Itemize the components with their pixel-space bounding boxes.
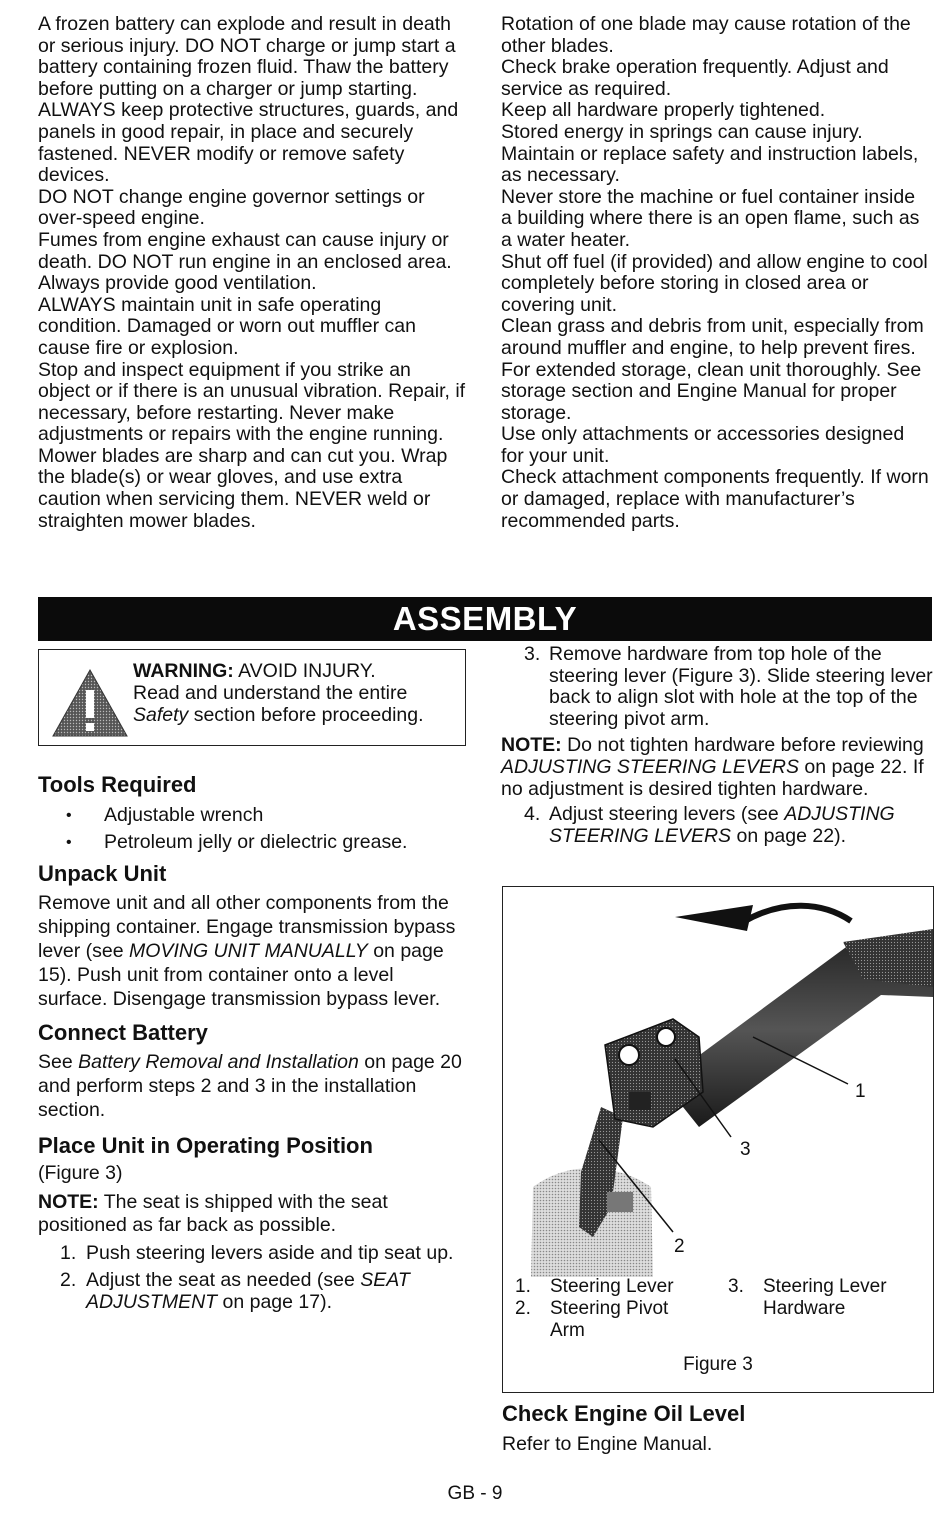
rotation-arrow-icon [743,906,851,922]
safety-paragraph: Clean grass and debris from unit, especially from around muffler and engine, to help prevent fires. [501,315,924,359]
step-number: 2. [60,1269,77,1292]
safety-paragraph: Stored energy in springs can cause injury. [501,120,863,143]
safety-paragraph: A frozen battery can explode and result in death or serious injury. DO NOT charge or jump start a battery containing frozen fluid. Thaw the battery before putting on a charger or jump starting. [38,13,456,100]
steering-note [501,735,933,800]
legend-item: Steering Lever [763,1276,887,1297]
step-reference: ADJUSTING STEERING LEVERS [549,803,895,847]
step-number: 3. [524,643,541,665]
callout-1: 1 [855,1081,866,1102]
battery-reference: Battery Removal and Installation [78,1051,359,1074]
tool-item: • Petroleum jelly or dielectric grease. [38,832,468,854]
safety-column-left [38,14,468,532]
warning-line: Read and understand the entire [133,682,408,704]
section-banner-assembly: ASSEMBLY [38,597,932,641]
safety-paragraph: Mower blades are sharp and can cut you. Wrap the blade(s) or wear gloves, and use extra caution when servicing them. NEVER weld or straighten mower blades. [38,444,448,532]
figure-reference: (Figure 3) [38,1162,123,1185]
heading-check-engine-oil: Check Engine Oil Level [502,1401,746,1426]
safety-paragraph: Check brake operation frequently. Adjust and service as required. [501,56,889,100]
warning-label: WARNING: [133,660,234,682]
legend-number: 2. [515,1298,531,1319]
safety-paragraph: DO NOT change engine governor settings or over-speed engine. [38,185,425,230]
safety-paragraph: Fumes from engine exhaust can cause injury or death. DO NOT run engine in an enclosed area. Always provide good ventilation. [38,228,452,295]
safety-paragraph: Check attachment components frequently. If worn or damaged, replace with manufacturer’s recommended parts. [501,466,929,532]
step-item [38,1270,468,1313]
unpack-text: on page 15). Push unit from container onto a level surface. Disengage transmission bypass lever. [38,940,444,1011]
step-text: Adjust the seat as needed (see [86,1269,361,1292]
unpack-paragraph [38,891,468,1011]
warning-box [38,649,466,746]
note-text: Do not tighten hardware before reviewing [561,734,924,757]
step-text: on page 17). [217,1290,333,1313]
note-text: on page 22. If no adjustment is desired tighten hardware. [501,755,924,800]
assembly-column-right [501,644,933,847]
page-number: GB - 9 [447,1483,503,1504]
oil-section [502,1401,932,1456]
step-number: 1. [60,1241,77,1264]
oil-text: Refer to Engine Manual. [502,1433,713,1455]
step-item [501,804,933,847]
step-item [38,1243,468,1265]
step-item [501,644,933,730]
safety-paragraph: Stop and inspect equipment if you strike an object or if there is an unusual vibration. Repair, if necessary, before restarting. Never make adjustments or repairs with the engine running. [38,358,466,446]
safety-paragraph: Rotation of one blade may cause rotation of the other blades. [501,13,911,57]
warning-emphasis: Safety [133,704,189,726]
safety-paragraph: Maintain or replace safety and instruction labels, as necessary. [501,142,919,187]
heading-tools-required: Tools Required [38,772,197,797]
note-reference: ADJUSTING STEERING LEVERS [501,755,799,778]
battery-paragraph [38,1050,468,1122]
assembly-column-left [38,772,468,1314]
heading-unpack-unit: Unpack Unit [38,861,167,887]
safety-paragraph: Shut off fuel (if provided) and allow engine to cool completely before storing in closed area or covering unit. [501,250,928,316]
step-text: Remove hardware from top hole of the steering lever (Figure 3). Slide steering lever back to align slot with hole at the top of the steering pivot arm. [549,643,933,730]
warning-text [133,660,463,726]
tool-item: • Adjustable wrench [38,805,468,827]
step-text: Adjust steering levers (see [549,803,785,826]
safety-paragraph: For extended storage, clean unit thoroughly. See storage section and Engine Manual for proper storage. [501,358,922,424]
step-reference: SEAT ADJUSTMENT [86,1269,410,1313]
legend-number: 1. [515,1276,531,1297]
safety-paragraph: ALWAYS keep protective structures, guards, and panels in good repair, in place and securely fastened. NEVER modify or remove safety devices. [38,99,459,187]
note-label: NOTE: [38,1190,99,1213]
legend-item: Hardware [763,1298,846,1319]
safety-paragraph: ALWAYS maintain unit in safe operating condition. Damaged or worn out muffler can cause fire or explosion. [38,293,416,359]
safety-paragraph: Keep all hardware properly tightened. [501,99,826,122]
operating-note [38,1191,468,1237]
warning-line: section before proceeding. [188,704,424,726]
callout-3: 3 [740,1139,751,1160]
battery-text: on page 20 and perform steps 2 and 3 in the installation section. [38,1051,462,1122]
legend-number: 3. [728,1276,744,1297]
battery-text: See [38,1051,79,1074]
safety-paragraph: Use only attachments or accessories designed for your unit. [501,423,905,467]
legend-item: Steering Lever [550,1276,674,1297]
warning-triangle-icon [51,668,129,738]
step-number: 4. [524,803,541,826]
note-text: The seat is shipped with the seat positioned as far back as possible. [38,1190,388,1236]
step-text: on page 22). [731,824,846,847]
figure-caption: Figure 3 [683,1354,753,1375]
figure-3-box [502,886,934,1393]
unpack-text: Remove unit and all other components from the shipping container. Engage transmission bypass lever (see [38,892,456,963]
unpack-reference: MOVING UNIT MANUALLY [129,940,368,963]
warning-headline: AVOID INJURY. [233,660,376,682]
legend-item: Steering Pivot [550,1298,669,1319]
callout-2: 2 [674,1236,685,1257]
legend-item: Arm [550,1320,585,1341]
heading-operating-position: Place Unit in Operating Position [38,1133,373,1159]
safety-column-right [501,14,931,532]
steering-lever-illustration [503,887,933,1277]
safety-paragraph: Never store the machine or fuel container inside a building where there is an open flame, such as a water heater. [501,185,920,251]
note-label: NOTE: [501,734,562,757]
step-text: Push steering levers aside and tip seat up. [86,1241,454,1264]
heading-connect-battery: Connect Battery [38,1020,208,1046]
